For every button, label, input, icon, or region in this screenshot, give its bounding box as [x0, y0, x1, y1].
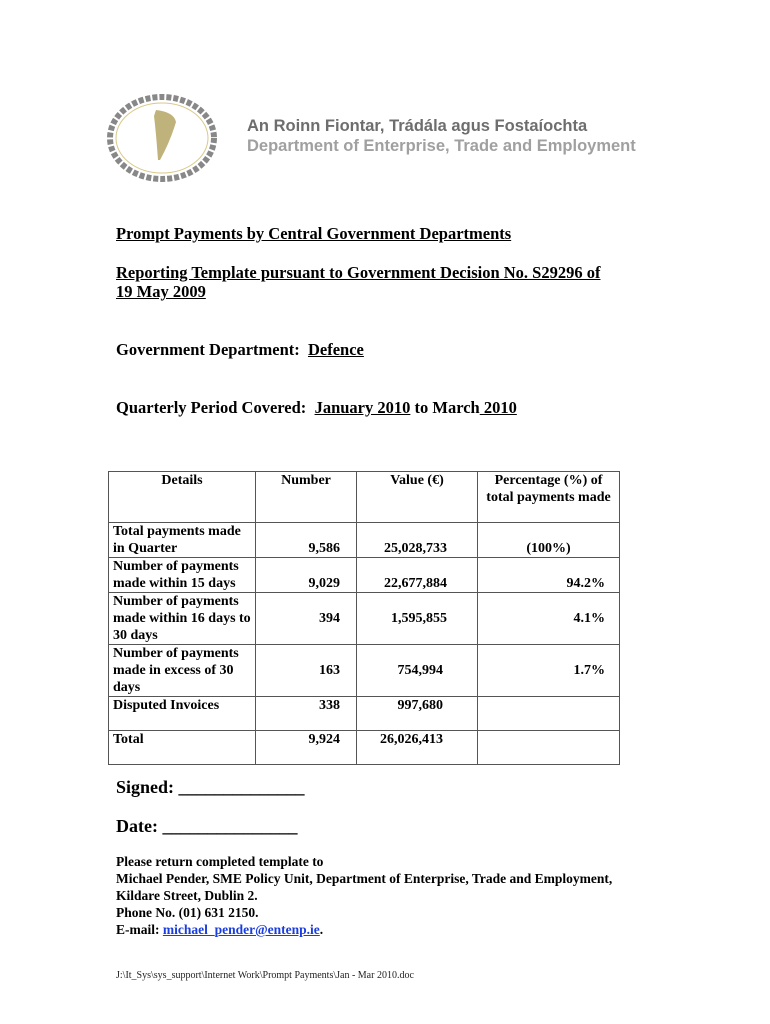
logo-irish-name: An Roinn Fiontar, Trádála agus Fostaíochta — [247, 117, 588, 135]
header-number: Number — [256, 472, 357, 523]
row-value: 25,028,733 — [357, 523, 478, 558]
return-address-line1: Michael Pender, SME Policy Unit, Department of Enterprise, Trade and Employment, — [116, 871, 613, 886]
period-start: January 2010 — [314, 398, 411, 417]
return-phone: Phone No. (01) 631 2150. — [116, 905, 259, 920]
subtitle-line2: 19 May 2009 — [116, 282, 206, 301]
department-label: Government Department: — [116, 340, 300, 359]
row-value: 26,026,413 — [357, 731, 478, 765]
table-row — [109, 523, 620, 558]
table-row — [109, 645, 620, 697]
return-email-line — [116, 921, 612, 938]
row-value: 754,994 — [357, 645, 478, 697]
row-pct: (100%) — [478, 523, 620, 558]
return-block — [116, 853, 612, 938]
department-line — [116, 340, 364, 360]
row-number: 9,924 — [256, 731, 357, 765]
row-value: 1,595,855 — [357, 593, 478, 645]
table-total-row — [109, 731, 620, 765]
department-value: Defence — [308, 340, 364, 359]
period-line — [116, 398, 517, 418]
table-row — [109, 697, 620, 731]
header-details: Details — [109, 472, 256, 523]
return-address-line2: Kildare Street, Dublin 2. — [116, 888, 258, 903]
row-number: 338 — [256, 697, 357, 731]
subtitle-line1: Reporting Template pursuant to Government Decision No. S29296 of — [116, 263, 601, 282]
email-link[interactable]: michael_pender@entenp.ie — [162, 922, 320, 937]
period-label: Quarterly Period Covered: — [116, 398, 307, 417]
date-line: Date: _______________ — [116, 816, 298, 836]
page-title: Prompt Payments by Central Government Departments — [116, 224, 512, 243]
row-details: Number of payments made within 16 days to 30 days — [109, 593, 256, 645]
table-row — [109, 593, 620, 645]
row-number: 9,029 — [256, 558, 357, 593]
row-pct — [478, 697, 620, 731]
period-end: 2010 — [479, 398, 517, 417]
row-details: Number of payments made within 15 days — [109, 558, 256, 593]
row-pct: 4.1% — [478, 593, 620, 645]
row-number: 394 — [256, 593, 357, 645]
row-details: Total payments made in Quarter — [109, 523, 256, 558]
row-pct: 94.2% — [478, 558, 620, 593]
row-value: 997,680 — [357, 697, 478, 731]
header-value: Value (€) — [357, 472, 478, 523]
row-value: 22,677,884 — [357, 558, 478, 593]
row-pct — [478, 731, 620, 765]
row-number: 9,586 — [256, 523, 357, 558]
row-number: 163 — [256, 645, 357, 697]
header-percentage: Percentage (%) of total payments made — [478, 472, 620, 523]
table-header-row — [109, 472, 620, 523]
row-details: Number of payments made in excess of 30 days — [109, 645, 256, 697]
row-details: Disputed Invoices — [109, 697, 256, 731]
table-row — [109, 558, 620, 593]
row-details: Total — [109, 731, 256, 765]
period-mid: to March — [410, 398, 480, 417]
payments-table — [108, 471, 620, 765]
logo-english-name: Department of Enterprise, Trade and Employment — [247, 137, 636, 155]
harp-seal-icon — [104, 92, 220, 184]
file-path-footer: J:\It_Sys\sys_support\Internet Work\Prompt Payments\Jan - Mar 2010.doc — [116, 970, 414, 981]
email-label: E-mail: — [116, 922, 163, 937]
email-suffix: . — [319, 922, 324, 937]
return-heading: Please return completed template to — [116, 854, 324, 869]
signed-line: Signed: ______________ — [116, 777, 305, 797]
row-pct: 1.7% — [478, 645, 620, 697]
